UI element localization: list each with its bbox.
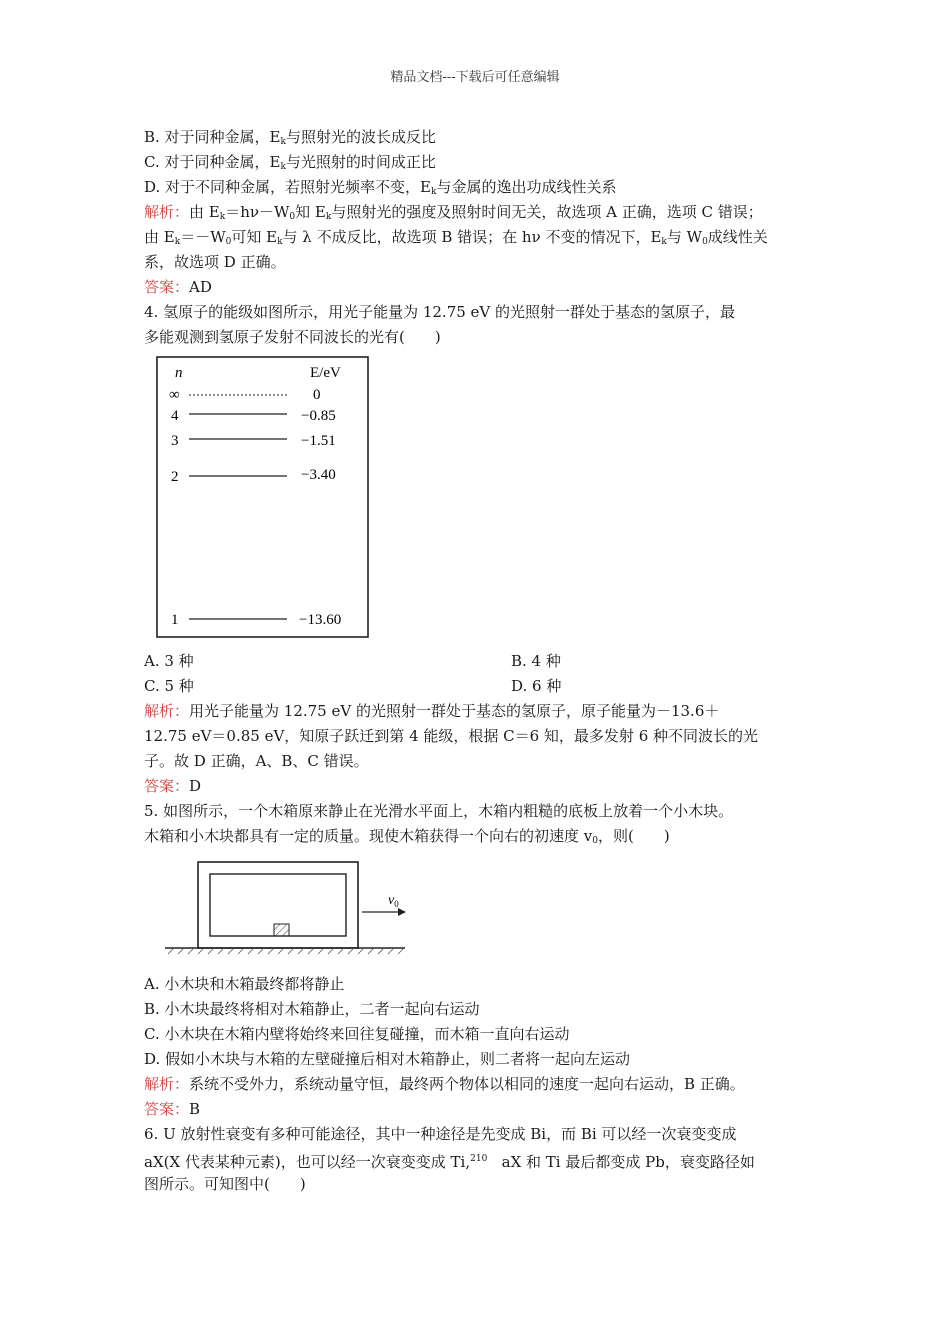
level-e-1: −13.60 (299, 612, 342, 628)
q4-option-b: B. 4 种 (511, 652, 561, 670)
q3-analysis-line1: 解析：由 $E_k=h\nu-W_0$知 $E_k$与照射光的强度及照射时间无关，故选项 A 正确，选项 C 错误； (144, 203, 763, 222)
q3-analysis-line3: 系，故选项 D 正确。 (144, 253, 286, 271)
q3-answer: 答案：AD (144, 278, 212, 296)
level-n-4: 4 (171, 408, 179, 424)
q4-answer: 答案：D (144, 777, 202, 795)
velocity-label: $v_0$ (388, 893, 399, 909)
e-label: E/eV (310, 365, 341, 381)
level-n-3: 3 (171, 433, 179, 449)
level-e-3: −1.51 (301, 433, 336, 449)
q4-option-c: C. 5 种 (144, 677, 194, 695)
q6-stem-line3: 图所示。可知图中( ) (144, 1175, 306, 1193)
page-header: 精品文档---下载后可任意编辑 (390, 70, 560, 85)
q6-stem-line2: aX(X 代表某种元素)，也可以经一次衰变变成 Ti,$^{210}$ aX 和 Ti 最后都变成 Pb，衰变路径如 (144, 1153, 755, 1171)
q4-analysis-line2: 12.75 eV＝0.85 eV，知原子跃迁到第 4 能级，根据 C＝6 知，最多发射 6 种不同波长的光 (144, 727, 759, 745)
q5-analysis: 解析：系统不受外力，系统动量守恒，最终两个物体以相同的速度一起向右运动，B 正确。 (144, 1075, 745, 1093)
q4-analysis-line3: 子。故 D 正确，A、B、C 错误。 (144, 752, 369, 770)
level-e-2: −3.40 (301, 467, 336, 483)
analysis-label: 解析： (144, 203, 190, 221)
level-n-1: 1 (171, 612, 179, 628)
q4-stem-line2: 多能观测到氢原子发射不同波长的光有( ) (144, 328, 441, 346)
arrow-head (398, 908, 406, 916)
n-label: n (175, 365, 183, 381)
level-n-2: 2 (171, 469, 179, 485)
q5-option-d: D. 假如小木块与木箱的左壁碰撞后相对木箱静止，则二者将一起向左运动 (144, 1050, 631, 1068)
q4-analysis-line1: 解析：用光子能量为 12.75 eV 的光照射一群处于基态的氢原子，原子能量为－13.6＋ (144, 702, 720, 720)
q3-option-b: B. 对于同种金属，$E_k$与照射光的波长成反比 (144, 128, 436, 147)
level-e-4: −0.85 (301, 408, 336, 424)
q5-option-c: C. 小木块在木箱内壁将始终来回往复碰撞，而木箱一直向右运动 (144, 1025, 570, 1043)
q5-option-b: B. 小木块最终将相对木箱静止，二者一起向右运动 (144, 1000, 480, 1018)
q5-answer: 答案：B (144, 1100, 201, 1118)
energy-level-diagram (155, 355, 370, 639)
q4-option-a: A. 3 种 (144, 652, 194, 670)
q3-analysis-line2: 由 $E_k=-W_0$可知 $E_k$与 λ 不成反比，故选项 B 错误；在 hν 不变的情况下，$E_k$与 $W_0$成线性关 (144, 228, 768, 247)
ground-hatching (168, 948, 404, 954)
level-n-inf: ∞ (169, 387, 180, 403)
q6-stem-line1: 6. U 放射性衰变有多种可能途径，其中一种途径是先变成 Bi，而 Bi 可以经一次衰变变成 (144, 1125, 737, 1143)
q5-stem-line1: 5. 如图所示，一个木箱原来静止在光滑水平面上，木箱内粗糙的底板上放着一个小木块。 (144, 802, 734, 820)
q3-option-d: D. 对于不同种金属，若照射光频率不变，$E_k$与金属的逸出功成线性关系 (144, 178, 617, 197)
small-block (274, 924, 289, 936)
q4-stem-line1: 4. 氢原子的能级如图所示，用光子能量为 12.75 eV 的光照射一群处于基态的氢原子，最 (144, 303, 736, 321)
level-e-inf: 0 (313, 387, 321, 403)
wooden-box-diagram (160, 860, 415, 955)
q4-option-d: D. 6 种 (511, 677, 562, 695)
q5-option-a: A. 小木块和木箱最终都将静止 (144, 975, 345, 993)
q3-option-c: C. 对于同种金属，$E_k$与光照射的时间成正比 (144, 153, 436, 172)
q5-stem-line2: 木箱和小木块都具有一定的质量。现使木箱获得一个向右的初速度 $v_0$，则( ) (144, 827, 670, 846)
